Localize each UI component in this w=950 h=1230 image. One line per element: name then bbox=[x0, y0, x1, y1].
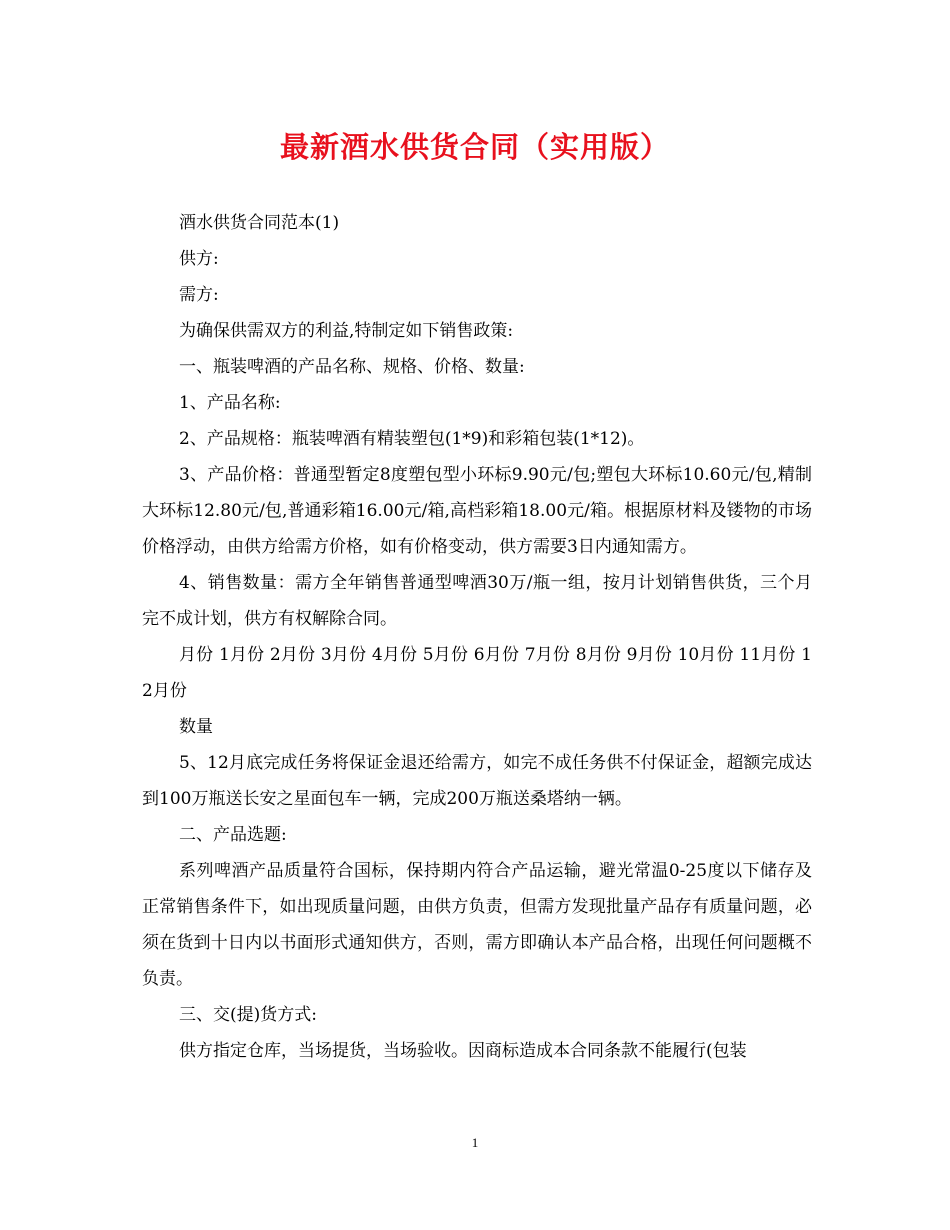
paragraph-product-price: 3、产品价格：普通型暂定8度塑包型小环标9.90元/包;塑包大环标10.60元/包,精制大环标12.80元/包,普通彩箱16.00元/箱,高档彩箱18.00元/箱。根据原材料及镂物的市场价格浮动，由供方给需方价格，如有价格变动，供方需要3日内通知需方。 bbox=[142, 465, 812, 557]
paragraph-product-name: 1、产品名称: bbox=[179, 393, 281, 413]
paragraph-months: 月份 1月份 2月份 3月份 4月份 5月份 6月份 7月份 8月份 9月份 10月份 11月份 12月份 bbox=[142, 645, 812, 701]
paragraph-subtitle: 酒水供货合同范本(1) bbox=[179, 213, 340, 233]
paragraph-quality: 系列啤酒产品质量符合国标，保持期内符合产品运输，避光常温0-25度以下储存及正常销售条件下，如出现质量问题，由供方负责，但需方发现批量产品存有质量问题，必须在货到十日内以书面形式通知供方，否则，需方即确认本产品合格，出现任何问题概不负责。 bbox=[142, 861, 812, 989]
page-number: 1 bbox=[471, 1135, 479, 1150]
paragraph-delivery: 供方指定仓库，当场提货，当场验收。因商标造成本合同条款不能履行(包装 bbox=[179, 1041, 747, 1061]
document-body bbox=[142, 205, 812, 1069]
paragraph-sales-quantity: 4、销售数量：需方全年销售普通型啤酒30万/瓶一组，按月计划销售供货，三个月完不成计划，供方有权解除合同。 bbox=[142, 573, 812, 629]
paragraph-product-spec: 2、产品规格：瓶装啤酒有精装塑包(1*9)和彩箱包装(1*12)。 bbox=[179, 429, 645, 449]
paragraph-supplier: 供方: bbox=[179, 249, 219, 269]
section-heading-3: 三、交(提)货方式: bbox=[179, 1005, 317, 1025]
section-heading-2: 二、产品选题: bbox=[179, 825, 287, 845]
paragraph-quantity: 数量 bbox=[179, 717, 213, 737]
section-heading-1: 一、瓶装啤酒的产品名称、规格、价格、数量: bbox=[179, 357, 525, 377]
paragraph-buyer: 需方: bbox=[179, 285, 219, 305]
paragraph-deposit: 5、12月底完成任务将保证金退还给需方，如完不成任务供不付保证金，超额完成达到100万瓶送长安之星面包车一辆，完成200万瓶送桑塔纳一辆。 bbox=[142, 753, 812, 809]
document-title: 最新酒水供货合同（实用版） bbox=[279, 130, 670, 164]
paragraph-intro: 为确保供需双方的利益,特制定如下销售政策: bbox=[179, 321, 514, 341]
